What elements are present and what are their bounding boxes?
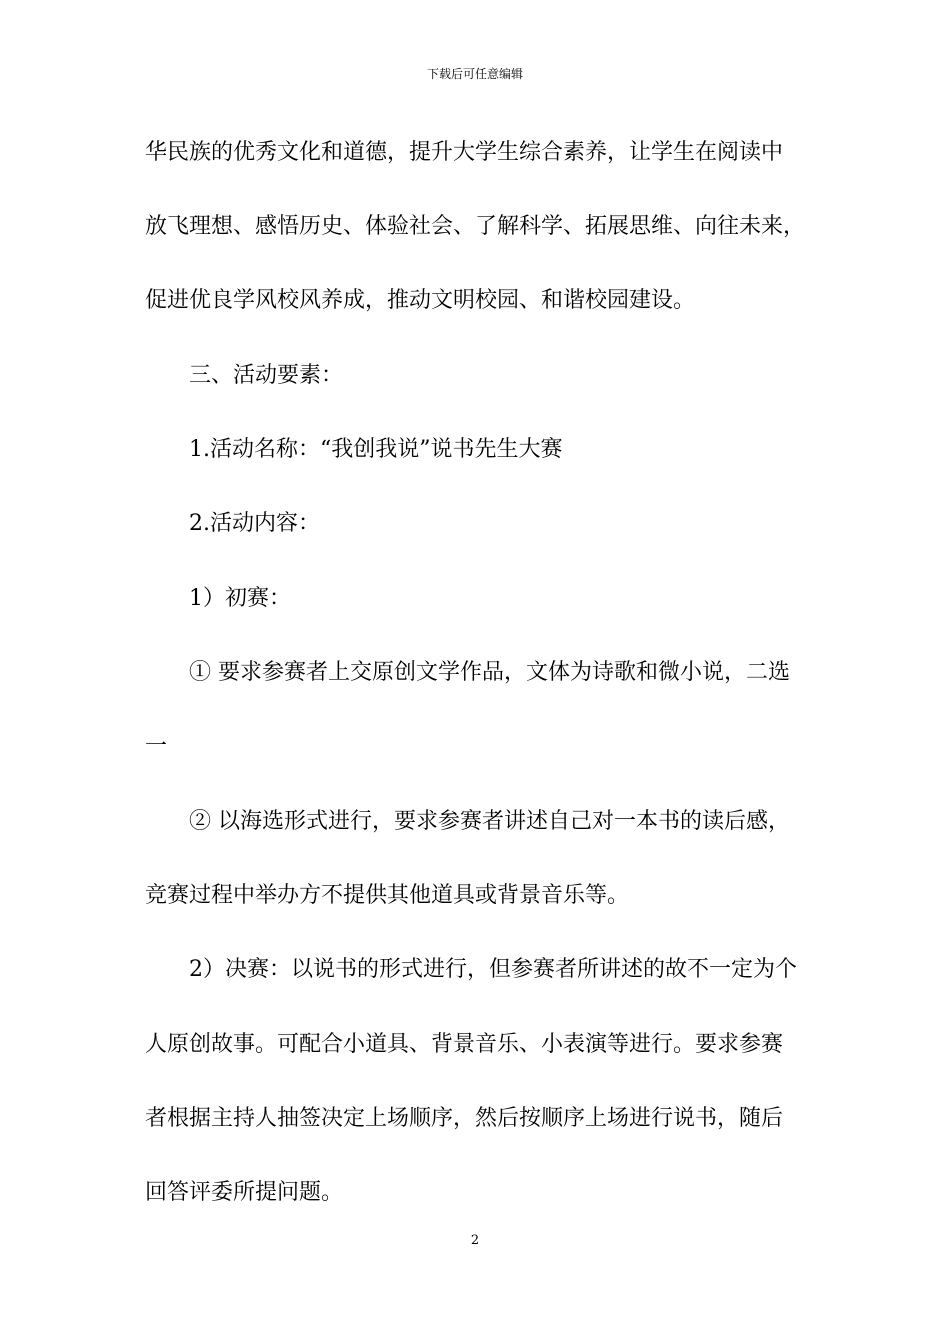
paragraph-line: 人原创故事。可配合小道具、背景音乐、小表演等进行。要求参赛 (145, 1032, 784, 1057)
paragraph-line: 2.活动内容： (189, 511, 320, 536)
paragraph-line: 2）决赛：以说书的形式进行，但参赛者所讲述的故不一定为个 (189, 957, 797, 982)
paragraph-line: ② 以海选形式进行，要求参赛者讲述自己对一本书的读后感， (189, 809, 790, 834)
section-heading: 三、活动要素： (189, 363, 344, 388)
paragraph-line: 竞赛过程中举办方不提供其他道具或背景音乐等。 (145, 883, 630, 908)
paragraph-line: 放飞理想、感悟历史、体验社会、了解科学、拓展思维、向往未来， (145, 214, 806, 239)
page-number: 2 (470, 1233, 480, 1248)
paragraph-line: 者根据主持人抽签决定上场顺序，然后按顺序上场进行说书，随后 (145, 1106, 784, 1131)
paragraph-line: 一 (145, 734, 168, 759)
paragraph-line: 回答评委所提问题。 (145, 1180, 344, 1205)
paragraph-line: 1）初赛： (189, 586, 291, 611)
page-header: 下载后可任意编辑 (426, 67, 523, 81)
paragraph-line: ① 要求参赛者上交原创文学作品，文体为诗歌和微小说，二选 (189, 660, 790, 685)
paragraph-line: 华民族的优秀文化和道德，提升大学生综合素养，让学生在阅读中 (145, 140, 784, 165)
paragraph-line: 促进优良学风校风养成，推动文明校园、和谐校园建设。 (145, 288, 696, 313)
paragraph-line: 1.活动名称：“我创我说”说书先生大赛 (189, 437, 563, 462)
